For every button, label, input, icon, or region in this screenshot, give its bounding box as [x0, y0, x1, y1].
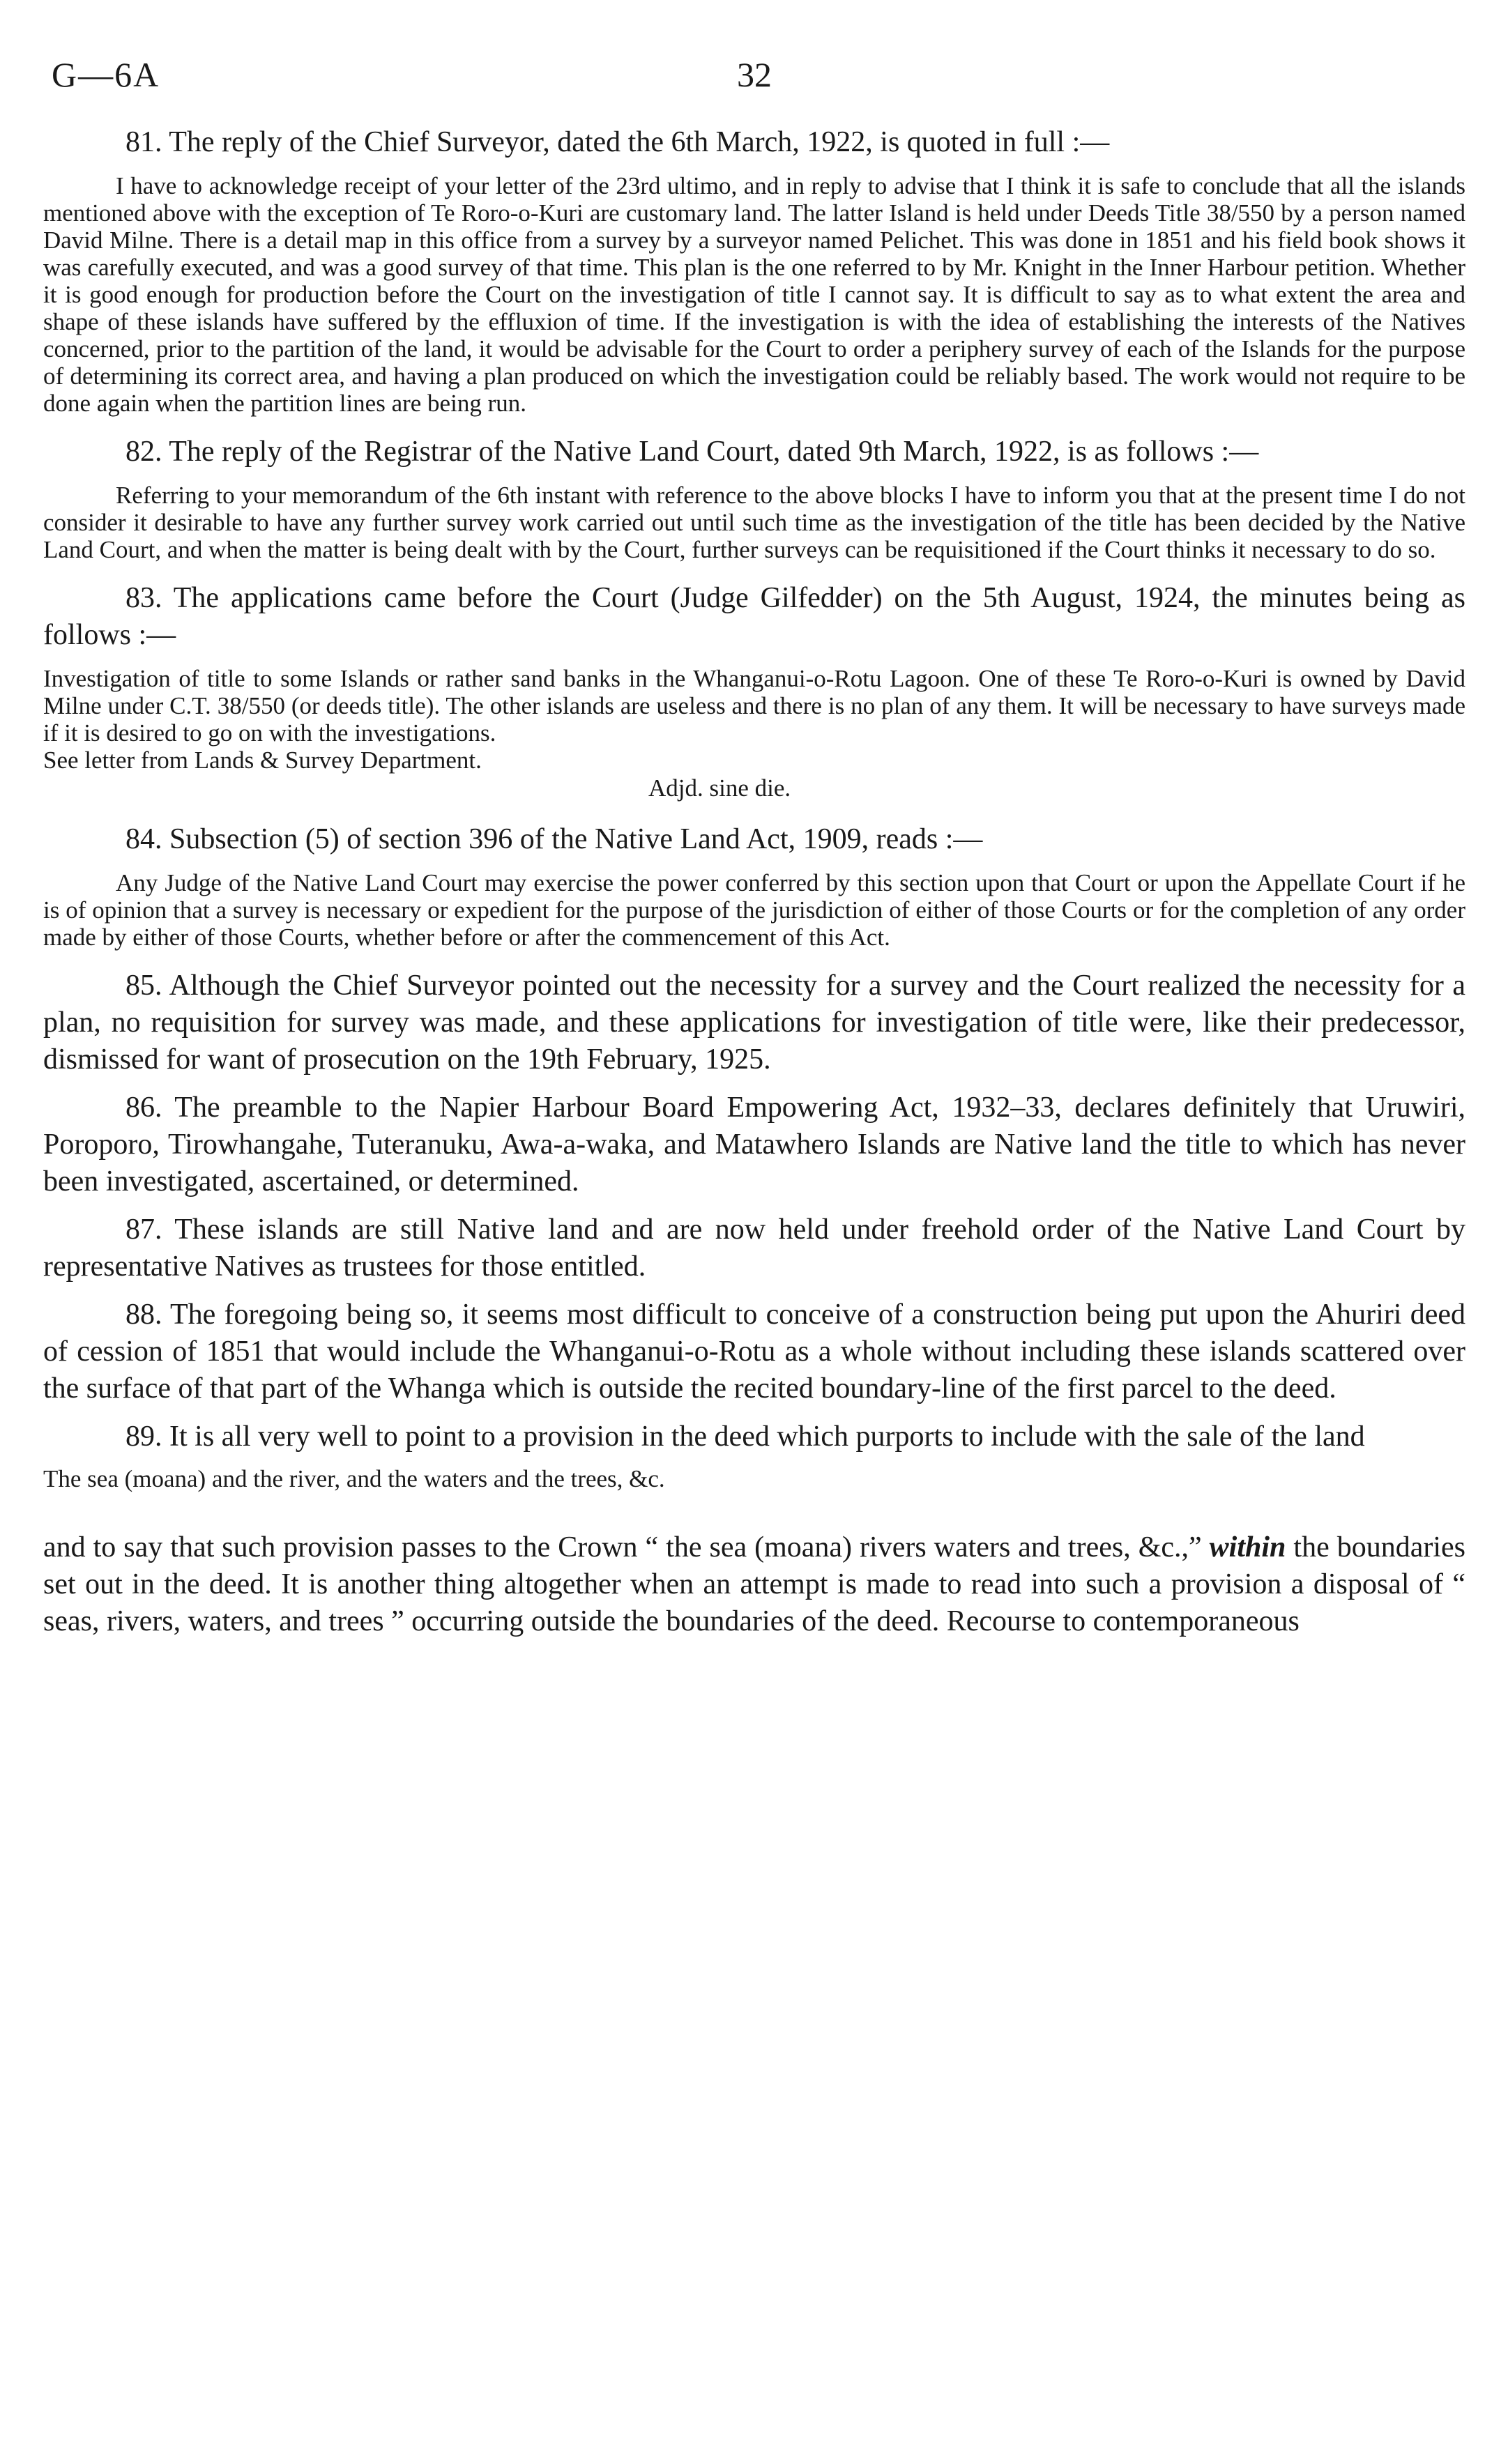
- page-header: [43, 54, 1465, 110]
- quote-note: See letter from Lands & Survey Department.: [43, 747, 482, 774]
- document-body: [43, 124, 1465, 1651]
- quote-native-land-act: Any Judge of the Native Land Court may exercise the power conferred by this section upon that Court or upon the Appellate Court if he is of opinion that a survey is necessary or expedient for the purpose of the jurisdiction of either of those Courts or for the completion of any order made by either of those Courts, whether before or after the commencement of this Act.: [43, 869, 1465, 951]
- document-page: [43, 0, 1465, 2464]
- paragraph-89: 89. It is all very well to point to a provision in the deed which purports to include with the sale of the land: [125, 1421, 1365, 1453]
- page-number: 32: [737, 55, 772, 94]
- paragraph-81: 81. The reply of the Chief Surveyor, dated the 6th March, 1922, is quoted in full :—: [125, 126, 1110, 158]
- quote-signoff: Adjd. sine die.: [648, 774, 791, 802]
- paragraph-88: 88. The foregoing being so, it seems most difficult to conceive of a construction being put upon the Ahuriri deed of cession of 1851 that would include the Whanganui-o-Rotu as a whole without including these islands scattered over the surface of that part of the Whanga which is outside the recited boundary-line of the first parcel to the deed.: [43, 1299, 1465, 1405]
- paragraph-85: 85. Although the Chief Surveyor pointed out the necessity for a survey and the Court realized the necessity for a plan, no requisition for survey was made, and these applications for investigation of title were, like their predecessor, dismissed for want of prosecution on the 19th February, 1925.: [43, 970, 1465, 1076]
- paragraph-89-continued: [43, 1529, 1465, 1640]
- quote-chief-surveyor: I have to acknowledge receipt of your letter of the 23rd ultimo, and in reply to advise that I think it is safe to conclude that all the islands mentioned above with the exception of Te Roro-o-Kuri are customary land. The latter Island is held under Deeds Title 38/550 by a person named David Milne. There is a detail map in this office from a survey by a surveyor named Pelichet. This was done in 1851 and his field book shows it was carefully executed, and was a good survey of that time. This plan is the one referred to by Mr. Knight in the Inner Harbour petition. Whether it is good enough for production before the Court on the investigation of title I cannot say. It is difficult to say as to what extent the area and shape of these islands have suffered by the effluxion of time. If the investigation is with the idea of establishing the interests of the Natives concerned, prior to the partition of the land, it would be advisable for the Court to order a periphery survey of each of the Islands for the purpose of determining its correct area, and having a plan produced on which the investigation could be reliably based. The work would not require to be done again when the partition lines are being run.: [43, 172, 1465, 417]
- paragraph-87: 87. These islands are still Native land and are now held under freehold order of the Native Land Court by representative Natives as trustees for those entitled.: [43, 1214, 1465, 1283]
- continued-text-before: and to say that such provision passes to the Crown “ the sea (moana) rivers waters and trees, &c.,”: [43, 1531, 1202, 1563]
- continued-text-after: the boundaries set out in the deed. It is another thing altogether when an attempt is made to read into such a provision a disposal of “ seas, rivers, waters, and trees ” occurring outside the boundaries of the deed. Recourse to contemporaneous: [43, 1531, 1466, 1637]
- quote-registrar: Referring to your memorandum of the 6th instant with reference to the above blocks I have to inform you that at the present time I do not consider it desirable to have any further survey work carried out until such time as the investigation of the title has been decided by the Native Land Court, and when the matter is being dealt with by the Court, further surveys can be requisitioned if the Court thinks it necessary to do so.: [43, 482, 1465, 563]
- deed-quote: The sea (moana) and the river, and the waters and the trees, &c.: [43, 1465, 665, 1492]
- emphasis-within: within: [1209, 1531, 1286, 1563]
- paragraph-86: 86. The preamble to the Napier Harbour Board Empowering Act, 1932–33, declares definitely that Uruwiri, Poroporo, Tirowhangahe, Tuteranuku, Awa-a-waka, and Matawhero Islands are Native land the title to which has never been investigated, ascertained, or determined.: [43, 1092, 1465, 1197]
- paragraph-83: 83. The applications came before the Court (Judge Gilfedder) on the 5th August, 1924, the minutes being as follows :—: [43, 582, 1465, 651]
- paragraph-84: 84. Subsection (5) of section 396 of the Native Land Act, 1909, reads :—: [125, 823, 983, 855]
- document-reference: G—6A: [52, 55, 160, 94]
- paragraph-82: 82. The reply of the Registrar of the Native Land Court, dated 9th March, 1922, is as follows :—: [125, 436, 1259, 468]
- quote-court-minutes: Investigation of title to some Islands or rather sand banks in the Whanganui-o-Rotu Lagoon. One of these Te Roro-o-Kuri is owned by David Milne under C.T. 38/550 (or deeds title). The other islands are useless and there is no plan of any them. It will be necessary to have surveys made if it is desired to go on with the investigations.: [43, 665, 1465, 747]
